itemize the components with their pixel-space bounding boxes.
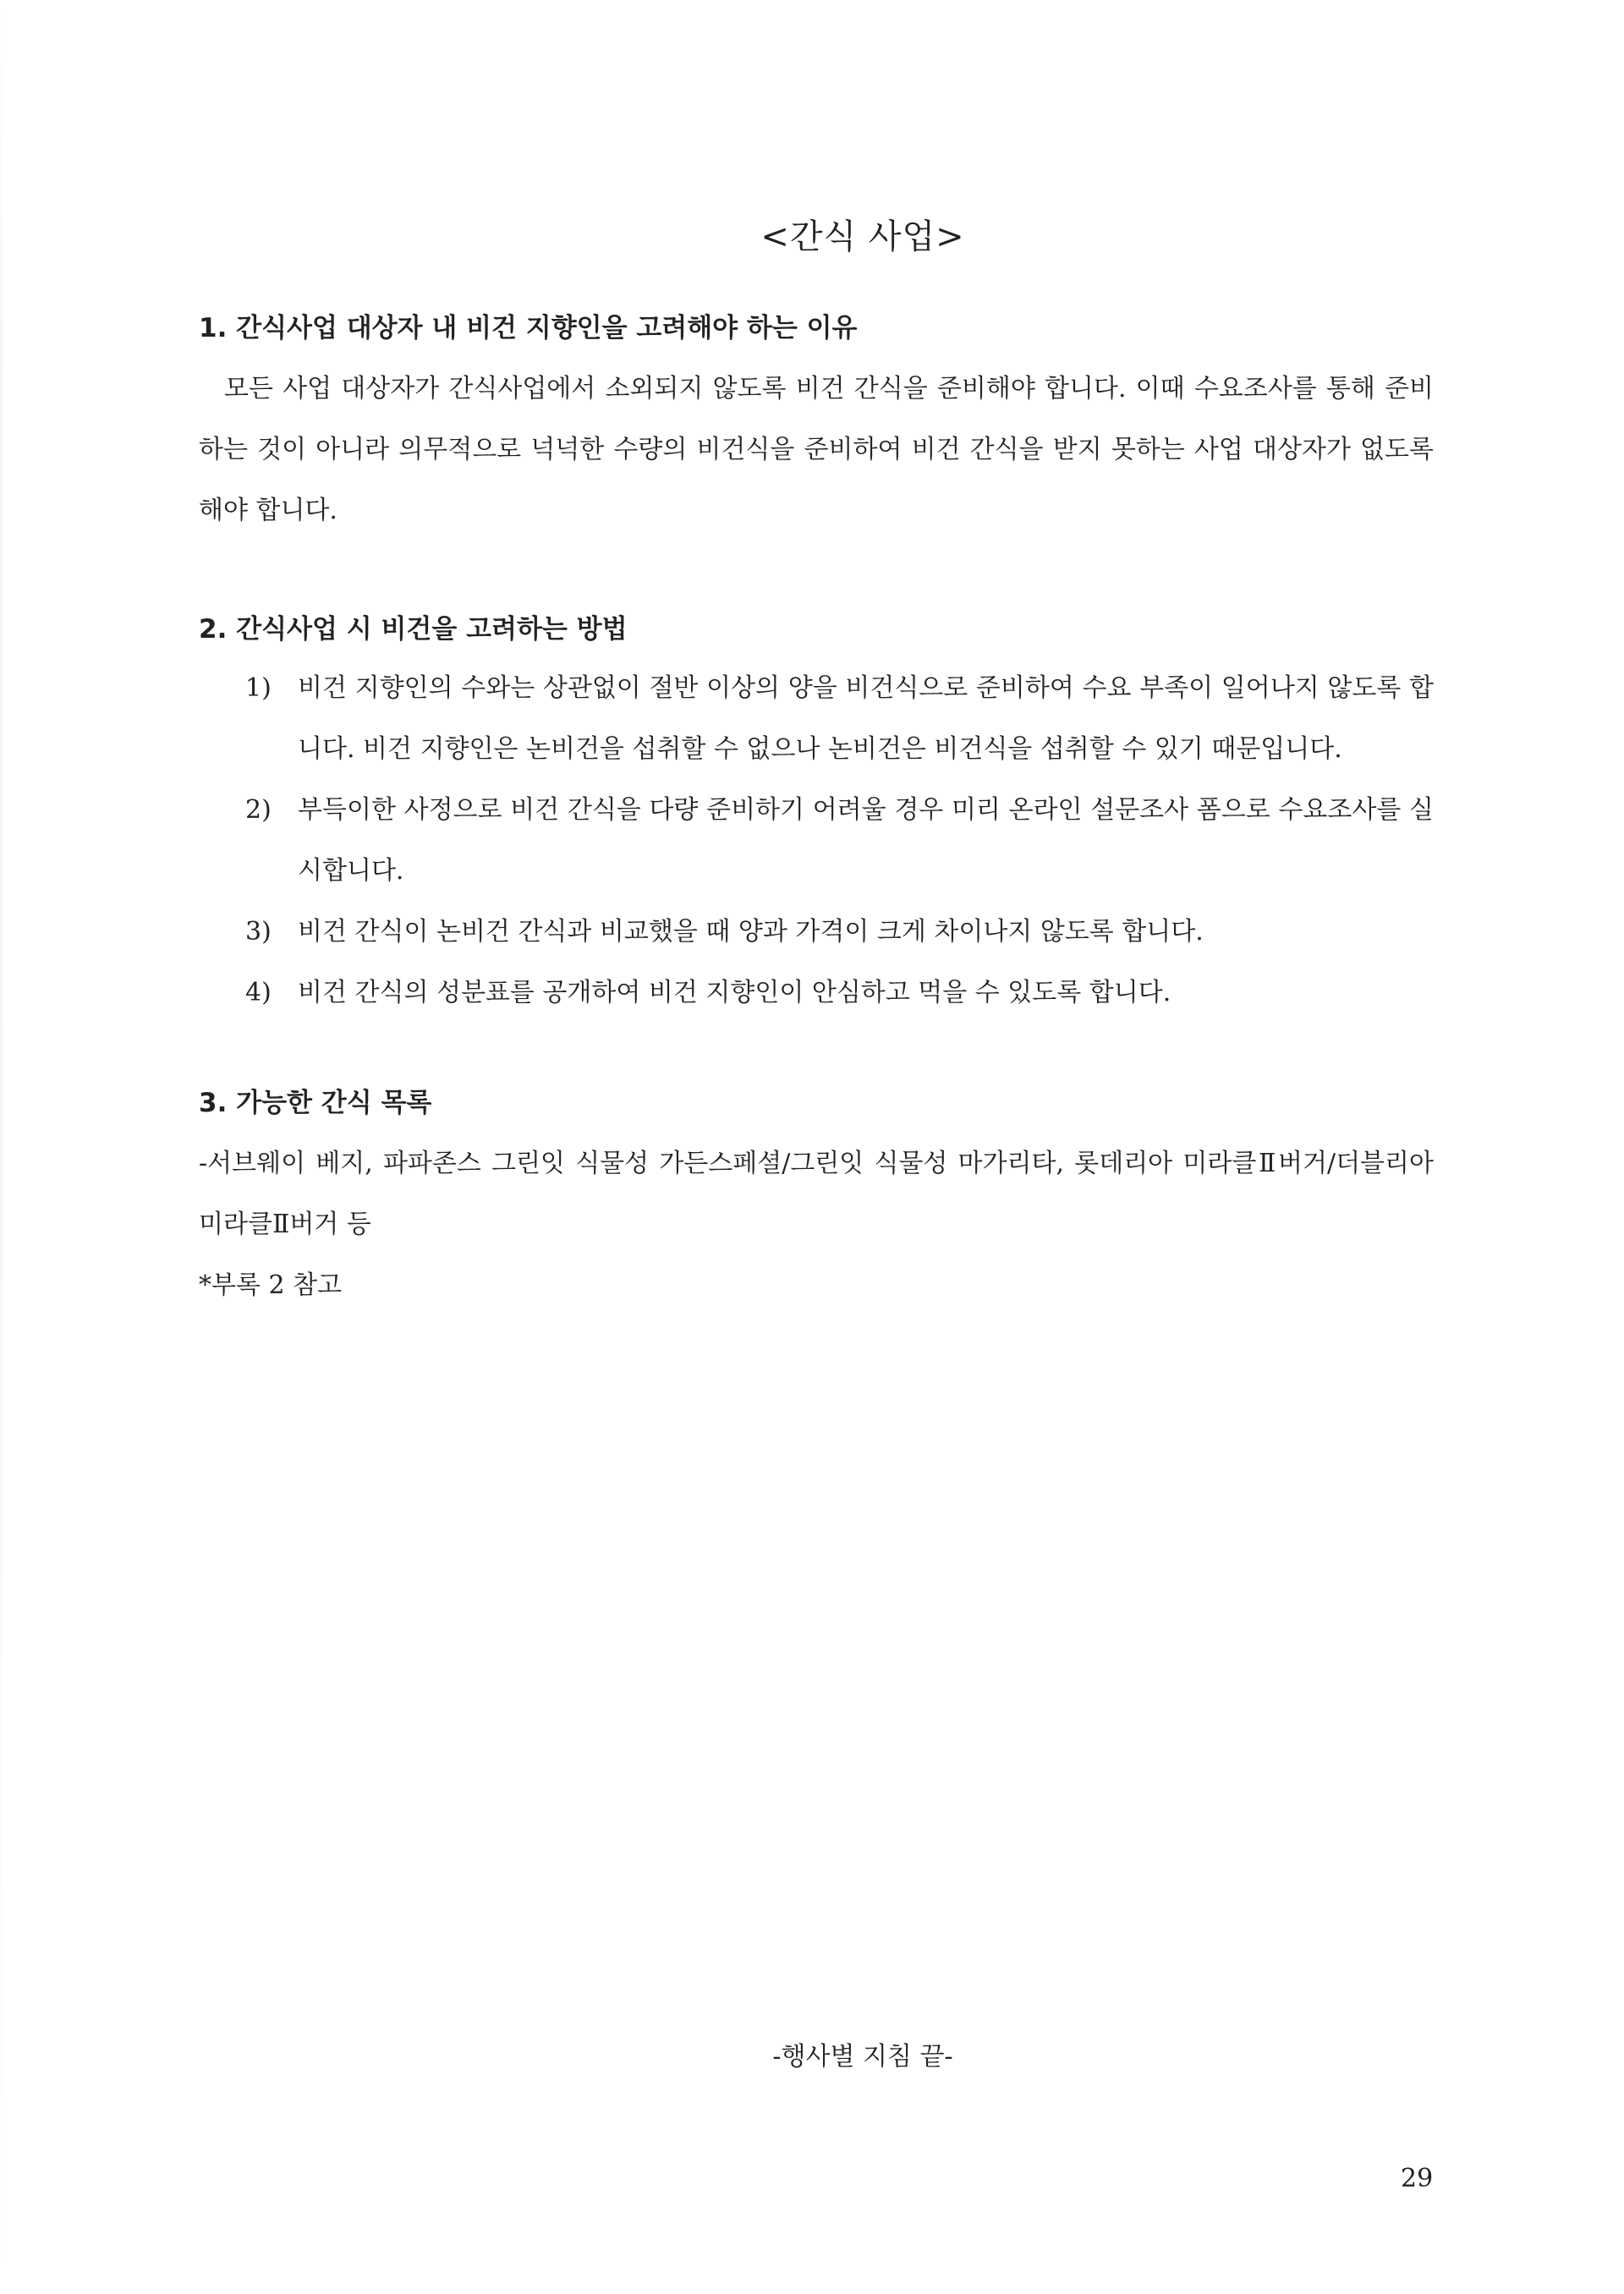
list-item-text: 부득이한 사정으로 비건 간식을 다량 준비하기 어려울 경우 미리 온라인 설문조사 폼으로 수요조사를 실시합니다.: [298, 795, 1434, 886]
page-title: <간식 사업>: [760, 217, 965, 256]
list-marker: 2): [245, 795, 272, 825]
list-item-text: 비건 간식의 성분표를 공개하여 비건 지향인이 안심하고 먹을 수 있도록 합니다.: [298, 978, 1171, 1007]
section-1-paragraph: [199, 359, 1434, 541]
list-marker: 3): [245, 917, 272, 947]
section-3-paragraph: -서브웨이 베지, 파파존스 그린잇 식물성 가든스페셜/그린잇 식물성 마가리타, 롯데리아 미라클Ⅱ버거/더블리아 미라클Ⅱ버거 등: [199, 1149, 1434, 1239]
list-item: [245, 963, 1434, 1024]
document-ending: -행사별 지침 끝-: [772, 2042, 953, 2072]
section-1-heading: 1. 간식사업 대상자 내 비건 지향인을 고려해야 하는 이유: [199, 313, 858, 343]
list-item-text: 비건 간식이 논비건 간식과 비교했을 때 양과 가격이 크게 차이나지 않도록 합니다.: [298, 917, 1204, 947]
list-item: [245, 902, 1434, 963]
section-3-heading: 3. 가능한 간식 목록: [199, 1088, 432, 1118]
scan-edge: [0, 0, 3, 2294]
list-marker: 1): [245, 673, 272, 703]
list-item: [245, 780, 1434, 902]
section-2-heading: 2. 간식사업 시 비건을 고려하는 방법: [199, 614, 628, 645]
section-2-list: [245, 658, 1434, 1024]
list-item: [245, 658, 1434, 780]
section-1-paragraph-text: 모든 사업 대상자가 간식사업에서 소외되지 않도록 비건 간식을 준비해야 합니다. 이때 수요조사를 통해 준비하는 것이 아니라 의무적으로 넉넉한 수량의 비건식을 준비하여 비건 간식을 받지 못하는 사업 대상자가 없도록 해야 합니다.: [199, 374, 1434, 525]
list-marker: 4): [245, 978, 272, 1007]
page-number: 29: [1401, 2164, 1434, 2193]
list-item-text: 비건 지향인의 수와는 상관없이 절반 이상의 양을 비건식으로 준비하여 수요 부족이 일어나지 않도록 합니다. 비건 지향인은 논비건을 섭취할 수 없으나 논비건은 비건식을 섭취할 수 있기 때문입니다.: [298, 673, 1434, 764]
section-3-note: *부록 2 참고: [199, 1270, 343, 1300]
